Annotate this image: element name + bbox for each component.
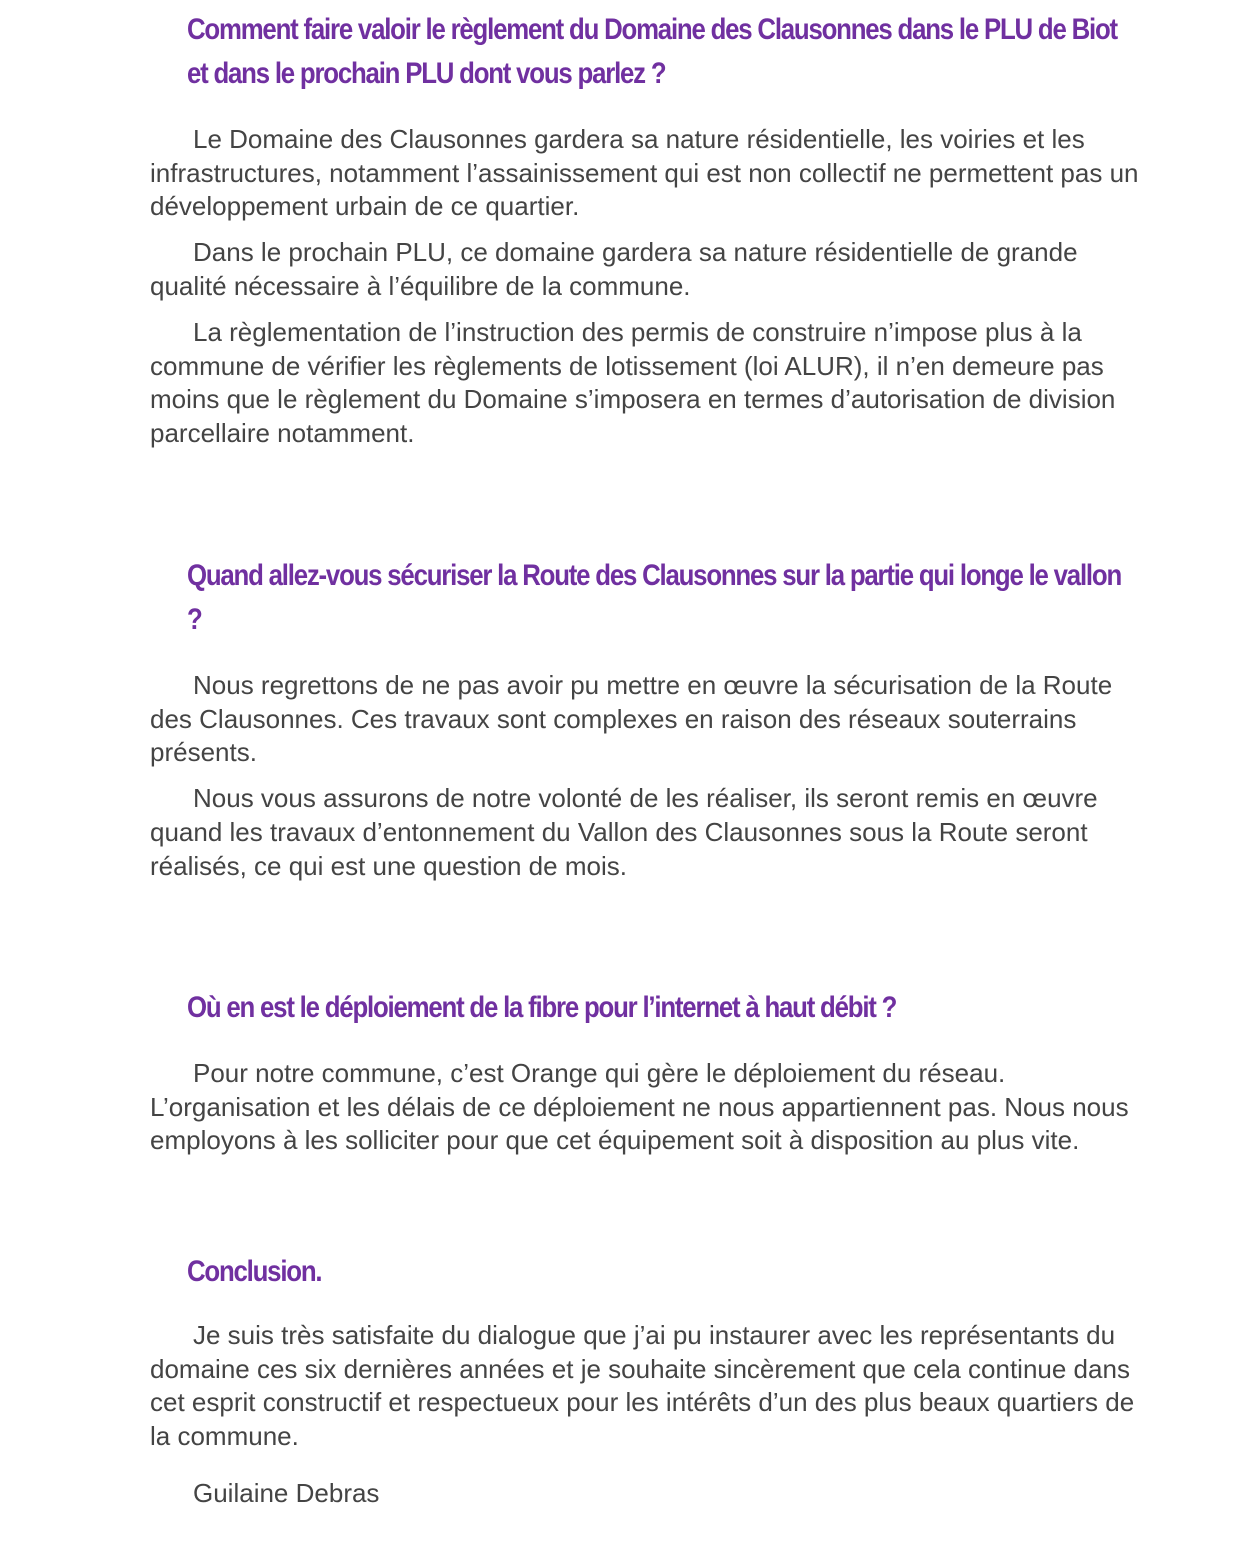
answer-block — [150, 669, 1160, 883]
answer-paragraph: Nous vous assurons de notre volonté de les réaliser, ils seront remis en œuvre quand les travaux d’entonnement du Vallon des Clausonnes sous la Route seront réalisés, ce qui est une question de mois. — [150, 783, 1098, 881]
question-heading: Conclusion. — [186, 1255, 322, 1288]
section-route-securisation — [150, 554, 1160, 883]
answer-paragraph: Je suis très satisfaite du dialogue que j’ai pu instaurer avec les représentants du domaine ces six dernières années et je souhaite sincèrement que cela continue dans cet esprit constructif et respectueux pour les intérêts d’un des plus beaux quartiers de la commune. — [150, 1320, 1135, 1451]
answer-block — [150, 1057, 1160, 1158]
answer-block — [150, 123, 1160, 451]
question-heading: Où en est le déploiement de la fibre pour l’internet à haut débit ? — [186, 991, 897, 1024]
answer-paragraph: Le Domaine des Clausonnes gardera sa nature résidentielle, les voiries et les infrastructures, notamment l’assainissement qui est non collectif ne permettent pas un développement urbain de ce quartier. — [150, 124, 1139, 222]
question-heading: Quand allez-vous sécuriser la Route des Clausonnes sur la partie qui longe le vallon ? — [186, 559, 1122, 636]
section-conclusion — [150, 1250, 1160, 1511]
answer-paragraph: Dans le prochain PLU, ce domaine gardera sa nature résidentielle de grande qualité nécessaire à l’équilibre de la commune. — [150, 237, 1078, 301]
question-heading: Comment faire valoir le règlement du Domaine des Clausonnes dans le PLU de Biot et dans le prochain PLU dont vous parlez ? — [186, 13, 1117, 90]
answer-paragraph: La règlementation de l’instruction des permis de construire n’impose plus à la commune de vérifier les règlements de lotissement (loi ALUR), il n’en demeure pas moins que le règlement du Domaine s’imposera en termes d’autorisation de division parcellaire notamment. — [150, 317, 1116, 448]
section-fibre-deploiement — [150, 986, 1160, 1158]
section-plu-reglement — [150, 8, 1160, 451]
signature: Guilaine Debras — [193, 1478, 380, 1509]
answer-paragraph: Pour notre commune, c’est Orange qui gère le déploiement du réseau. L’organisation et les délais de ce déploiement ne nous appartiennent pas. Nous nous employons à les solliciter pour que cet équipement soit à disposition au plus vite. — [150, 1058, 1129, 1156]
answer-block — [150, 1319, 1160, 1453]
answer-paragraph: Nous regrettons de ne pas avoir pu mettre en œuvre la sécurisation de la Route des Clausonnes. Ces travaux sont complexes en raison des réseaux souterrains présents. — [150, 670, 1113, 768]
